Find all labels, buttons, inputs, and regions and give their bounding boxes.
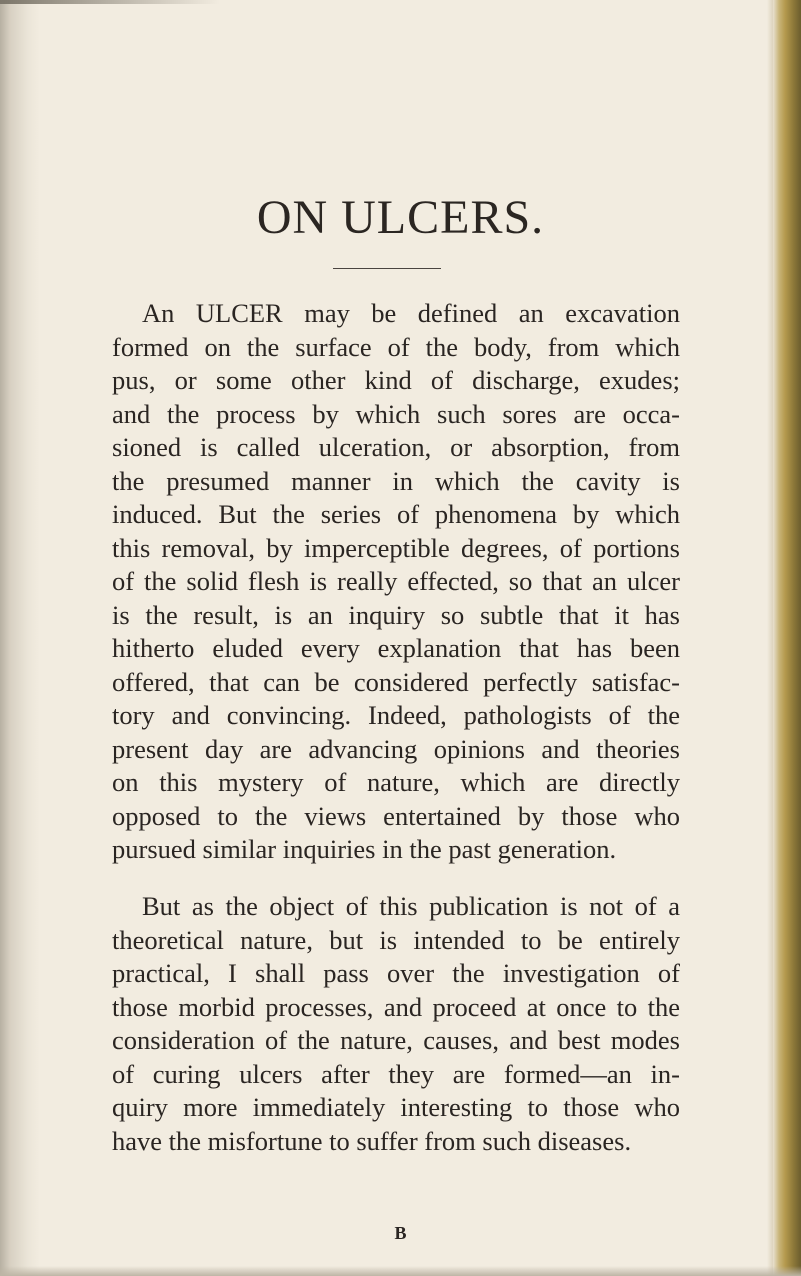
text-line: of the solid flesh is really effected, so that an ulcer — [112, 566, 680, 596]
signature-mark: B — [394, 1223, 407, 1243]
text-line: offered, that can be considered perfectly satisfac- — [112, 666, 680, 697]
chapter-title: ON ULCERS. — [256, 191, 545, 244]
text-line: pursued similar inquiries in the past generation. — [112, 834, 617, 864]
text-line: hitherto eluded every explanation that has been — [112, 633, 680, 663]
text-line: this removal, by imperceptible degrees, of portions — [112, 532, 680, 563]
text-line: tory and convincing. Indeed, pathologists of the — [112, 700, 680, 730]
text-line: on this mystery of nature, which are directly — [112, 767, 680, 797]
text-line: But as the object of this publication is not of a — [142, 891, 680, 921]
title-rule — [333, 268, 441, 269]
text-line: is the result, is an inquiry so subtle that it has — [112, 599, 680, 630]
paragraph-2 — [112, 890, 680, 1158]
text-line: the presumed manner in which the cavity is — [112, 465, 680, 496]
text-line: those morbid processes, and proceed at once to the — [112, 991, 680, 1022]
page-top-shadow — [0, 0, 220, 4]
text-line: have the misfortune to suffer from such diseases. — [112, 1125, 632, 1156]
text-line: consideration of the nature, causes, and best modes — [112, 1025, 680, 1055]
text-line: An ULCER may be defined an excavation — [142, 298, 680, 328]
text-line: present day are advancing opinions and theories — [112, 733, 680, 764]
text-line: opposed to the views entertained by those who — [112, 800, 680, 831]
text-line: theoretical nature, but is intended to be entirely — [112, 924, 680, 955]
paragraph-1 — [112, 297, 680, 867]
text-line: pus, or some other kind of discharge, exudes; — [112, 365, 680, 395]
text-line: of curing ulcers after they are formed—an in- — [112, 1058, 680, 1089]
text-line: and the process by which such sores are occa- — [112, 398, 680, 429]
text-line: practical, I shall pass over the investigation of — [112, 958, 680, 988]
text-line: induced. But the series of phenomena by which — [112, 499, 680, 529]
text-line: formed on the surface of the body, from which — [112, 331, 680, 362]
page-bottom-shadow — [0, 1266, 801, 1276]
text-line: sioned is called ulceration, or absorption, from — [112, 432, 680, 462]
text-line: quiry more immediately interesting to those who — [112, 1092, 680, 1122]
